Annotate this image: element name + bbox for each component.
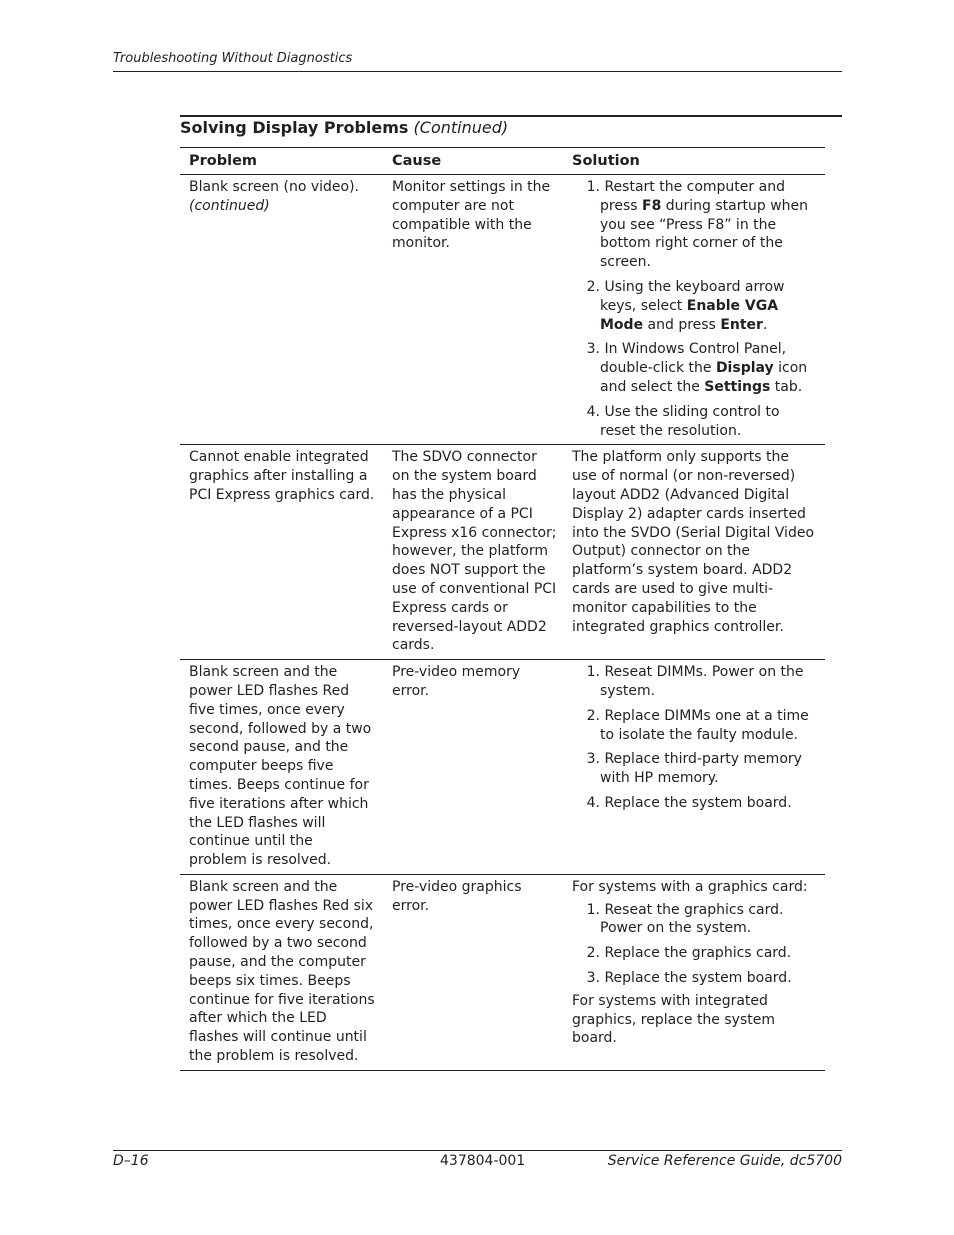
column-header-cause: Cause (392, 153, 442, 169)
problem-text: Blank screen (no video). (189, 179, 359, 195)
step-number: 4. (586, 403, 600, 420)
solution-steps (572, 663, 815, 813)
column-header-solution: Solution (572, 153, 640, 169)
step-text-part: Replace the system board. (604, 794, 792, 811)
problem-cell: Cannot enable integrated graphics after installing a PCI Express graphics card. (189, 449, 375, 503)
solution-cell (563, 175, 825, 444)
step-text-part: Reseat DIMMs. Power on the system. (600, 664, 804, 699)
solution-step (572, 794, 815, 813)
guide-title: Service Reference Guide, dc5700 (607, 1153, 842, 1169)
step-text-part: during startup when you see “Press F8” in the bottom right corner of the screen. (600, 197, 809, 271)
document-number: 437804-001 (440, 1153, 526, 1169)
step-text-part: Replace the system board. (604, 970, 792, 987)
step-number: 2. (586, 707, 600, 724)
step-text-part: Use the sliding control to reset the resolution. (600, 403, 780, 439)
step-number: 2. (586, 945, 600, 962)
step-text-part: icon and select the (600, 360, 808, 395)
step-key: F8 (642, 197, 662, 214)
step-text (600, 969, 815, 988)
solution-step (572, 901, 815, 939)
solution-step (572, 663, 815, 701)
step-number: 1. (586, 179, 600, 195)
problem-note: (continued) (189, 197, 270, 214)
cause-cell: Monitor settings in the computer are not compatible with the monitor. (392, 179, 551, 252)
solving-display-problems-table (180, 147, 825, 1071)
table-row (180, 875, 825, 1071)
step-text-part: In Windows Control Panel, double-click the (600, 341, 787, 377)
page-number: D–16 (113, 1153, 149, 1169)
solution-step (572, 944, 815, 963)
solution-lead: For systems with a graphics card: (572, 878, 808, 895)
solution-cell (563, 660, 825, 874)
step-text-part: Restart the computer and press (600, 179, 785, 214)
step-text (600, 663, 815, 701)
header-rule (113, 71, 842, 72)
step-ui-term: Settings (704, 378, 771, 395)
step-text (600, 944, 815, 963)
table-row (180, 660, 825, 875)
solution-step (572, 340, 815, 396)
running-head: Troubleshooting Without Diagnostics (113, 51, 353, 66)
solution-step (572, 969, 815, 988)
footer-rule (113, 1150, 842, 1151)
problem-cell: Blank screen and the power LED flashes Red five times, once every second, followed by a two second pause, and the computer beeps five times. Beeps continue for five iterations after which the LED flashes will continue until the problem is resolved. (189, 664, 372, 869)
step-text-part: . (762, 316, 768, 333)
table-title (180, 118, 508, 137)
solution-step (572, 278, 815, 334)
solution-tail: For systems with integrated graphics, replace the system board. (572, 992, 775, 1047)
cause-cell: Pre-video memory error. (392, 664, 521, 699)
step-number: 3. (586, 970, 600, 987)
step-text-part: Reseat the graphics card. Power on the system. (600, 901, 784, 937)
step-text (600, 278, 815, 334)
step-option: Enable VGA Mode (600, 297, 779, 333)
step-text-part: Using the keyboard arrow keys, select (600, 278, 785, 314)
solution-cell: The platform only supports the use of normal (or non-reversed) layout ADD2 (Advanced Digital Display 2) adapter cards inserted into the SVDO (Serial Digital Video Output) connector on the platform’s system board. ADD2 cards are used to give multi-monitor capabilities to the integrated graphics controller. (572, 449, 815, 635)
solution-step (572, 403, 815, 441)
problem-cell: Blank screen and the power LED flashes Red six times, once every second, followed by a two second pause, and the computer beeps six times. Beeps continue for five iterations after which the LED flashes will continue until the problem is resolved. (189, 878, 375, 1065)
step-number: 1. (586, 664, 600, 681)
solution-steps (572, 901, 815, 988)
step-ui-term: Display (715, 360, 774, 377)
step-text-part: Replace the graphics card. (604, 945, 792, 962)
solution-step (572, 750, 815, 788)
cause-cell: The SDVO connector on the system board has the physical appearance of a PCI Express x16 connector; however, the platform does NOT support the use of conventional PCI Express cards or reversed-layout ADD2 cards. (392, 449, 557, 654)
step-text-part: Replace third-party memory with HP memory. (600, 751, 802, 787)
step-number: 1. (586, 901, 600, 918)
table-row (180, 445, 825, 660)
step-text (600, 901, 815, 939)
step-text (600, 750, 815, 788)
step-number: 3. (586, 341, 600, 358)
step-text-part: and press (643, 316, 721, 333)
step-key: Enter (720, 316, 763, 333)
step-number: 2. (586, 278, 600, 295)
step-text (600, 340, 815, 396)
table-header-row (180, 147, 825, 175)
step-text-part: Replace DIMMs one at a time to isolate the faulty module. (600, 707, 809, 743)
problem-cell (180, 175, 383, 444)
step-number: 4. (586, 794, 600, 811)
column-header-problem: Problem (189, 153, 258, 169)
solution-cell (563, 875, 825, 1070)
solution-steps (572, 178, 815, 440)
table-title-suffix: (Continued) (413, 118, 509, 137)
cause-cell: Pre-video graphics error. (392, 878, 522, 914)
step-text (600, 794, 815, 813)
table-title-main: Solving Display Problems (180, 118, 409, 137)
table-title-rule (180, 115, 842, 117)
step-text (600, 403, 815, 441)
solution-step (572, 707, 815, 745)
solution-step (572, 178, 815, 272)
step-text (600, 707, 815, 745)
table-row (180, 175, 825, 445)
step-text-part: tab. (770, 378, 803, 395)
step-text (600, 178, 815, 272)
step-number: 3. (586, 751, 600, 768)
